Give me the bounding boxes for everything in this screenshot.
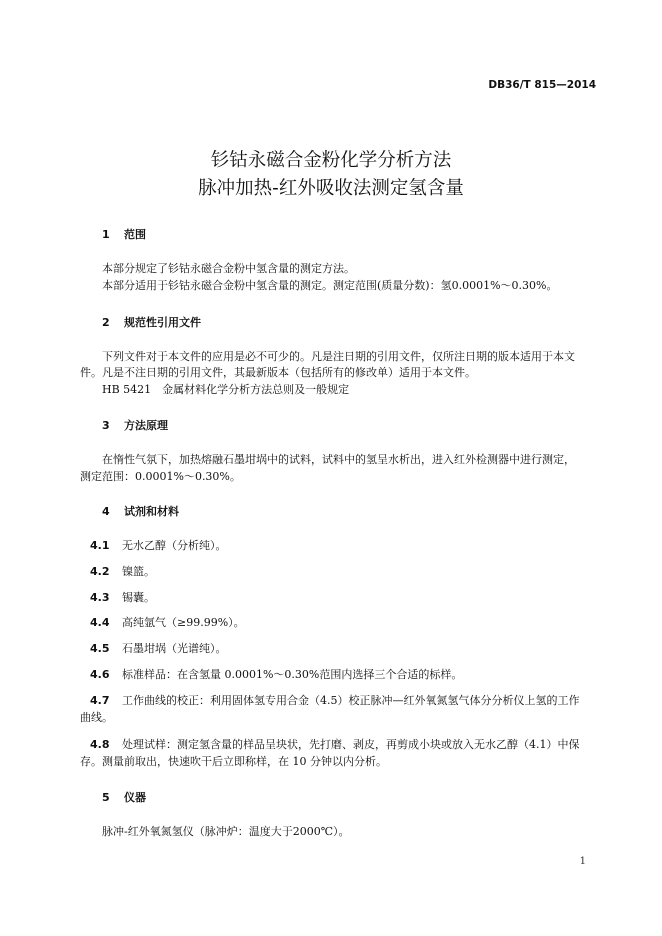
list-item-4-6 — [90, 666, 462, 682]
item-number: 4.3 — [90, 591, 110, 604]
item-number: 4.8 — [90, 738, 110, 751]
item-text: 高纯氩气（≥99.99%）。 — [122, 616, 245, 629]
item-text: 锡囊。 — [122, 591, 155, 604]
list-item-4-8 — [90, 736, 580, 752]
document-number: DB36/T 815—2014 — [488, 79, 596, 91]
section-3-heading — [102, 417, 168, 433]
item-number: 4.4 — [90, 616, 110, 629]
section-number: 2 — [102, 316, 110, 329]
item-text: 工作曲线的校正：利用固体氢专用合金（4.5）校正脉冲—红外氧氮氢气体分分析仪上氢的工作 — [122, 694, 580, 707]
item-number: 4.7 — [90, 694, 110, 707]
section-title: 方法原理 — [124, 419, 168, 432]
section-number: 5 — [102, 791, 110, 804]
section-1-heading — [102, 226, 146, 242]
section-3-paragraph-line-2: 测定范围：0.0001%～0.30%。 — [80, 470, 241, 483]
item-text: 标准样品：在含氢量 0.0001%～0.30%范围内选择三个合适的标样。 — [122, 668, 463, 681]
item-number: 4.2 — [90, 565, 110, 578]
section-2-paragraph-line-1: 下列文件对于本文件的应用是必不可少的。凡是注日期的引用文件，仅所注日期的版本适用于本文 — [102, 350, 575, 363]
section-title: 范围 — [124, 228, 146, 241]
section-2-heading — [102, 314, 201, 330]
normative-reference: HB 5421 金属材料化学分析方法总则及一般规定 — [102, 383, 350, 396]
list-item-4-1 — [90, 537, 227, 553]
list-item-4-7 — [90, 692, 580, 708]
section-5-paragraph: 脉冲-红外氧氮氢仪（脉冲炉：温度大于2000℃）。 — [102, 825, 350, 838]
item-number: 4.1 — [90, 539, 110, 552]
item-text: 无水乙醇（分析纯）。 — [122, 539, 227, 552]
section-number: 3 — [102, 419, 110, 432]
list-item-4-3 — [90, 589, 155, 605]
title-line-1: 钐钴永磁合金粉化学分析方法 — [210, 150, 452, 171]
page-number: 1 — [579, 856, 586, 867]
item-number: 4.6 — [90, 668, 110, 681]
list-item-4-7-continuation: 曲线。 — [80, 711, 113, 724]
section-title: 仪器 — [124, 791, 146, 804]
item-text: 石墨坩埚（光谱纯）。 — [122, 642, 227, 655]
section-title: 试剂和材料 — [124, 505, 179, 518]
section-4-heading — [102, 503, 179, 519]
section-5-heading — [102, 789, 146, 805]
section-1-paragraph-2: 本部分适用于钐钴永磁合金粉中氢含量的测定。测定范围(质量分数)：氢0.0001%～0.30%。 — [102, 279, 558, 292]
title-line-2: 脉冲加热-红外吸收法测定氢含量 — [198, 178, 464, 199]
section-title: 规范性引用文件 — [124, 316, 201, 329]
section-number: 1 — [102, 228, 110, 241]
section-2-paragraph-line-2: 件。凡是不注日期的引用文件，其最新版本（包括所有的修改单）适用于本文件。 — [80, 366, 476, 379]
list-item-4-5 — [90, 640, 227, 656]
section-3-paragraph-line-1: 在惰性气氛下，加热熔融石墨坩埚中的试料，试料中的氢呈水析出，进入红外检测器中进行测定， — [102, 453, 575, 466]
item-text: 镍篮。 — [122, 565, 155, 578]
section-number: 4 — [102, 505, 110, 518]
section-1-paragraph-1: 本部分规定了钐钴永磁合金粉中氢含量的测定方法。 — [102, 262, 355, 275]
item-number: 4.5 — [90, 642, 110, 655]
item-text: 处理试样：测定氢含量的样品呈块状，先打磨、剥皮，再剪成小块或放入无水乙醇（4.1）中保 — [122, 738, 580, 751]
list-item-4-8-continuation: 存。测量前取出，快速吹干后立即称样，在 10 分钟以内分析。 — [80, 755, 387, 768]
list-item-4-2 — [90, 563, 155, 579]
list-item-4-4 — [90, 614, 245, 630]
